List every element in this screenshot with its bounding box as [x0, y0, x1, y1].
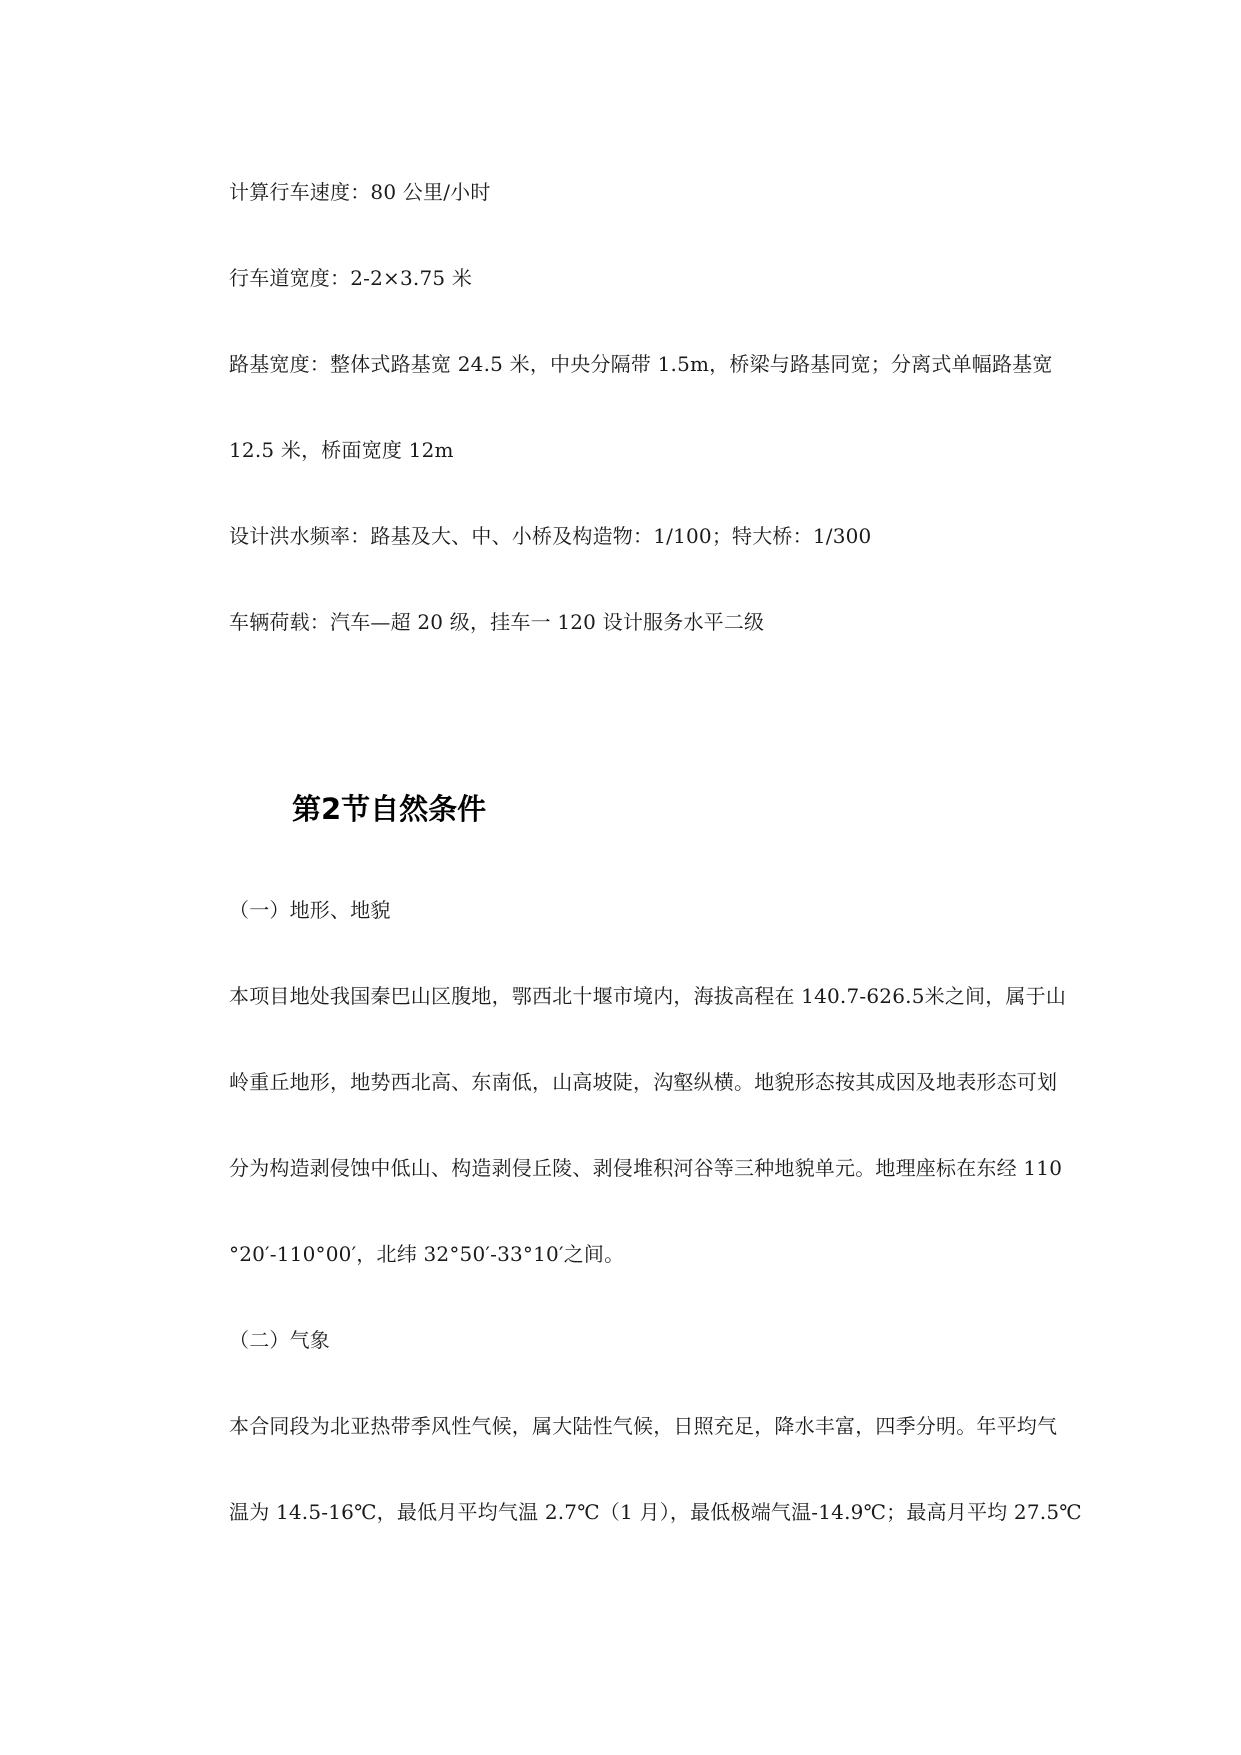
terrain-heading: （一）地形、地貌: [229, 898, 391, 922]
climate-heading: （二）气象: [229, 1328, 330, 1352]
terrain-line-2: 岭重丘地形，地势西北高、东南低，山高坡陡，沟壑纵横。地貌形态按其成因及地表形态可划: [229, 1070, 1058, 1094]
terrain-line-3: 分为构造剥侵蚀中低山、构造剥侵丘陵、剥侵堆积河谷等三种地貌单元。地理座标在东经 110: [229, 1156, 1063, 1180]
section-title: 第2节自然条件: [292, 792, 487, 826]
terrain-line-4: °20′-110°00′，北纬 32°50′-33°10′之间。: [229, 1242, 625, 1266]
terrain-line-1: 本项目地处我国秦巴山区腹地，鄂西北十堰市境内，海拔高程在 140.7-626.5米之间，属于山: [229, 984, 1067, 1008]
climate-line-2: 温为 14.5-16℃，最低月平均气温 2.7℃（1 月），最低极端气温-14.9℃；最高月平均 27.5℃: [229, 1500, 1082, 1524]
spec-flood-frequency: 设计洪水频率：路基及大、中、小桥及构造物：1/100；特大桥：1/300: [229, 524, 872, 548]
spec-subgrade-width: 路基宽度：整体式路基宽 24.5 米，中央分隔带 1.5m，桥梁与路基同宽；分离式单幅路基宽: [229, 352, 1053, 376]
climate-line-1: 本合同段为北亚热带季风性气候，属大陆性气候，日照充足，降水丰富，四季分明。年平均气: [229, 1414, 1058, 1438]
spec-lane-width: 行车道宽度：2-2×3.75 米: [229, 266, 473, 290]
spec-vehicle-load: 车辆荷载：汽车—超 20 级，挂车一 120 设计服务水平二级: [229, 610, 765, 634]
spec-subgrade-width-cont: 12.5 米，桥面宽度 12m: [229, 438, 454, 462]
spec-design-speed: 计算行车速度：80 公里/小时: [229, 180, 491, 204]
